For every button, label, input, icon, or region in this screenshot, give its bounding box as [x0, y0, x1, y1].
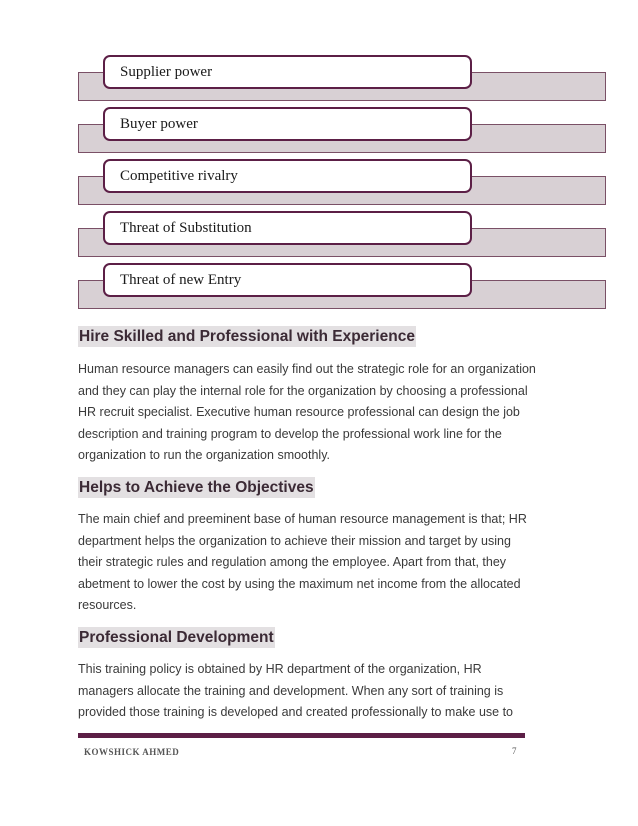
section-heading-professional-development: Professional Development [79, 629, 274, 646]
section-heading-achieve-objectives: Helps to Achieve the Objectives [79, 479, 314, 496]
force-row [78, 55, 606, 107]
force-threat-of-substitution: Threat of Substitution [103, 211, 472, 245]
section-body-achieve-objectives: The main chief and preeminent base of human resource management is that; HR department helps the organization to achieve their mission and target by using their strategic rules and regulation among the employee. Apart from that, they abetment to lower the cost by using the maximum net income from the allocated resources. [78, 512, 527, 613]
section-body-hire-skilled: Human resource managers can easily find out the strategic role for an organization and they can play the internal role for the organization by choosing a professional HR recruit specialist. Executive human resource professional can design the job description and training program to develop the professional work line for the organization to run the organization smoothly. [78, 362, 536, 463]
porter-forces-list [78, 55, 606, 315]
section-body-professional-development: This training policy is obtained by HR department of the organization, HR managers allocate the training and development. When any sort of training is provided those training is developed and created professionally to make use to [78, 662, 513, 720]
force-row [78, 159, 606, 211]
force-buyer-power: Buyer power [103, 107, 472, 141]
footer-author: KOWSHICK AHMED [84, 747, 180, 757]
page-number: 7 [512, 746, 517, 756]
force-row [78, 211, 606, 263]
force-row [78, 107, 606, 159]
section-heading-hire-skilled: Hire Skilled and Professional with Experience [79, 328, 415, 345]
force-row [78, 263, 606, 315]
force-supplier-power: Supplier power [103, 55, 472, 89]
force-threat-of-new-entry: Threat of new Entry [103, 263, 472, 297]
footer-divider [78, 733, 525, 738]
force-competitive-rivalry: Competitive rivalry [103, 159, 472, 193]
